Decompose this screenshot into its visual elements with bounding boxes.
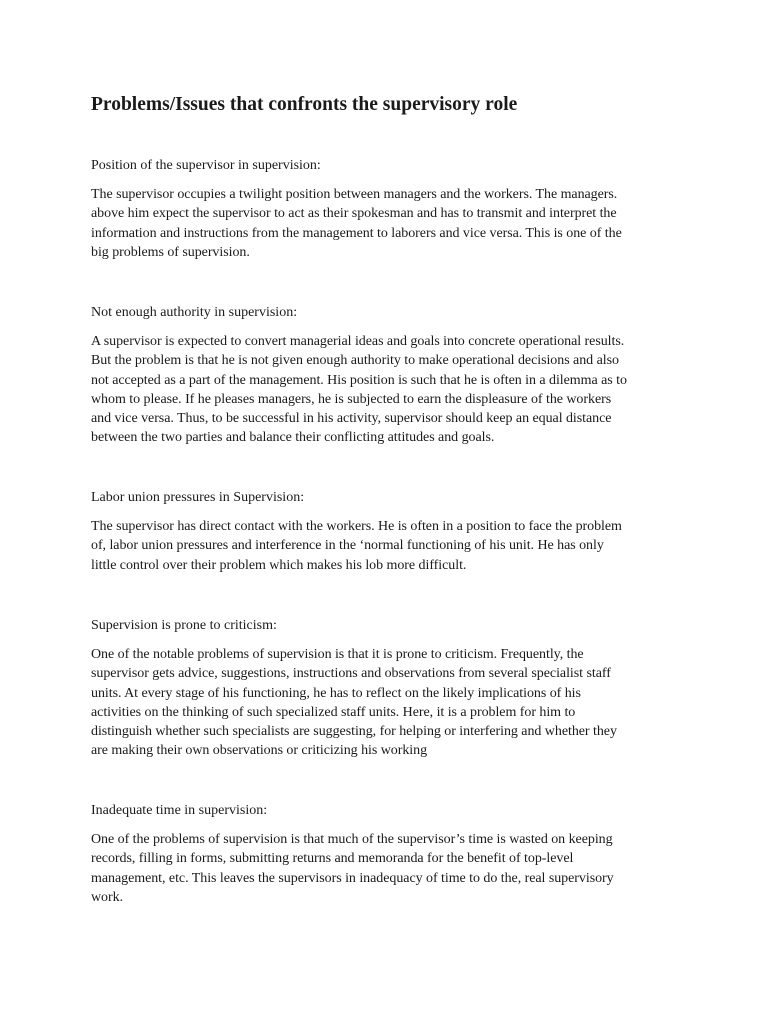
paragraph-line: One of the problems of supervision is that much of the supervisor’s time is wasted on keeping xyxy=(91,832,613,847)
paragraph-line: records, filling in forms, submitting returns and memoranda for the benefit of top-level xyxy=(91,851,574,867)
section-criticism xyxy=(91,616,691,761)
section-heading: Position of the supervisor in supervision: xyxy=(91,158,321,173)
paragraph-line: The supervisor occupies a twilight position between managers and the workers. The managers. xyxy=(91,187,618,202)
section-heading: Not enough authority in supervision: xyxy=(91,305,298,320)
paragraph-line: above him expect the supervisor to act as their spokesman and has to transmit and interpret the xyxy=(91,206,617,222)
paragraph-line: A supervisor is expected to convert managerial ideas and goals into concrete operational results. xyxy=(91,334,625,349)
paragraph-line: are making their own observations or criticizing his working xyxy=(91,743,428,759)
section-heading: Labor union pressures in Supervision: xyxy=(91,490,305,505)
section-heading: Supervision is prone to criticism: xyxy=(91,618,277,633)
section-heading: Inadequate time in supervision: xyxy=(91,803,268,818)
paragraph-line: information and instructions from the management to laborers and vice versa. This is one of the xyxy=(91,225,622,241)
paragraph-line: and vice versa. Thus, to be successful in his activity, supervisor should keep an equal distance xyxy=(91,411,612,427)
paragraph-line: between the two parties and balance their conflicting attitudes and goals. xyxy=(91,430,495,446)
section-paragraph xyxy=(91,185,691,262)
paragraph-line: One of the notable problems of supervision is that it is prone to criticism. Frequently, the xyxy=(91,647,584,662)
section-paragraph xyxy=(91,830,691,907)
paragraph-line: units. At every stage of his functioning, he has to reflect on the likely implications of his xyxy=(91,685,581,701)
paragraph-line: not accepted as a part of the management. His position is such that he is often in a dilemma as to xyxy=(91,372,627,388)
section-labor-union xyxy=(91,488,691,575)
section-paragraph xyxy=(91,645,691,761)
section-authority xyxy=(91,303,691,448)
section-paragraph xyxy=(91,332,691,448)
paragraph-line: big problems of supervision. xyxy=(91,244,250,260)
paragraph-line: supervisor gets advice, suggestions, instructions and observations from several specialist staff xyxy=(91,666,611,682)
section-paragraph xyxy=(91,517,691,575)
paragraph-line: of, labor union pressures and interference in the ‘normal functioning of his unit. He has only xyxy=(91,538,604,554)
section-inadequate-time xyxy=(91,801,691,907)
paragraph-line: whom to please. If he pleases managers, he is subjected to earn the displeasure of the workers xyxy=(91,391,612,407)
paragraph-line: work. xyxy=(91,889,124,905)
paragraph-line: activities on the thinking of such specialized staff units. Here, it is a problem for him to xyxy=(91,704,576,720)
paragraph-line: The supervisor has direct contact with the workers. He is often in a position to face the problem xyxy=(91,519,622,534)
paragraph-line: management, etc. This leaves the supervisors in inadequacy of time to do the, real supervisory xyxy=(91,870,614,886)
section-supervisor-position xyxy=(91,156,691,262)
paragraph-line: distinguish whether such specialists are suggesting, for helping or interfering and whether they xyxy=(91,724,617,740)
paragraph-line: But the problem is that he is not given enough authority to make operational decisions and also xyxy=(91,353,619,369)
document-title: Problems/Issues that confronts the supervisory role xyxy=(91,94,518,115)
paragraph-line: little control over their problem which makes his lob more difficult. xyxy=(91,557,467,573)
